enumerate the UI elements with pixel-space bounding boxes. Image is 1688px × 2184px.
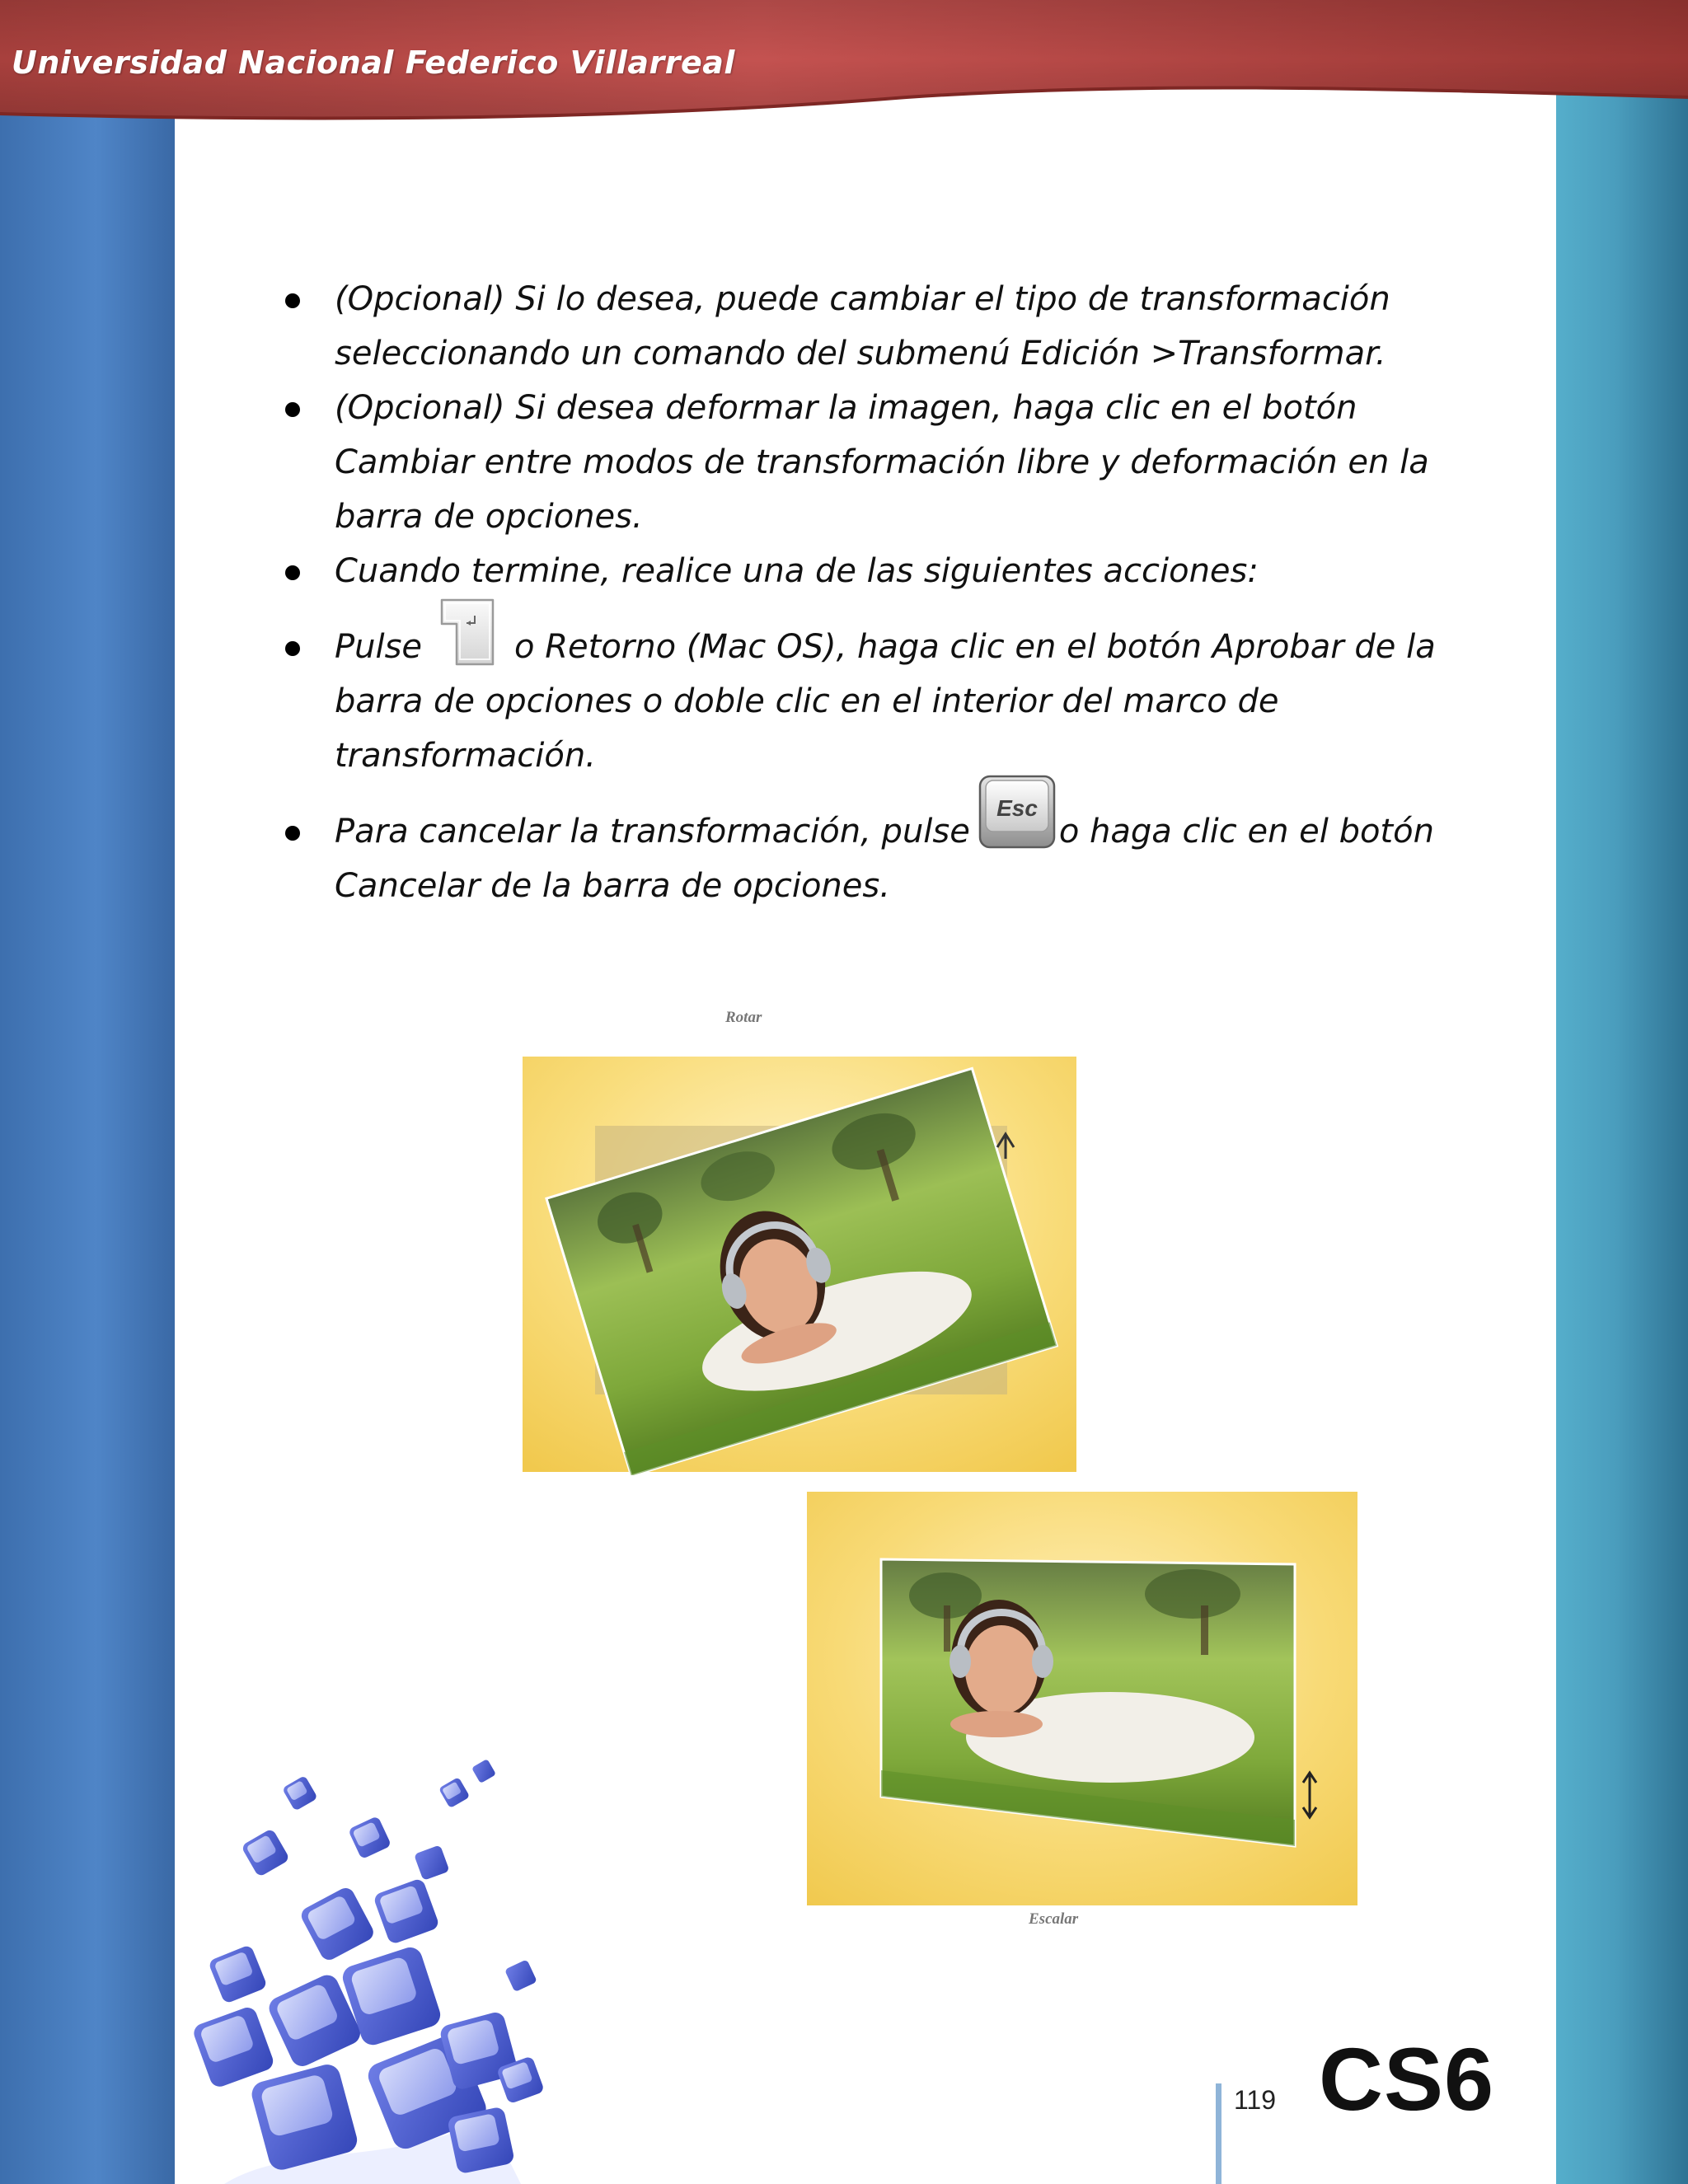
left-side-band: [0, 0, 175, 2184]
right-side-band: [1556, 0, 1688, 2184]
figure-caption-rotar: Rotar: [725, 1009, 762, 1026]
list-item: Cuando termine, realice una de las siguientes acciones:: [280, 544, 1451, 598]
page-number: 119: [1234, 2085, 1277, 2115]
list-item-text: o Retorno (Mac OS), haga clic en el botón Aprobar de la barra de opciones o doble clic en el interior del marco de transformación.: [335, 628, 1436, 775]
list-item-text: Para cancelar la transformación, pulse: [335, 813, 970, 851]
rotated-photo-figure: [519, 1055, 1080, 1475]
decorative-cubes-graphic: [175, 1755, 719, 2184]
footer-divider: [1216, 2083, 1221, 2184]
list-item-text: o haga clic en el botón Cancelar de la barra de opciones.: [335, 813, 1434, 905]
enter-key-icon: [438, 598, 496, 667]
scaled-photo-figure: [805, 1490, 1359, 1907]
esc-key-label: Esc: [996, 795, 1038, 821]
list-item: [280, 795, 1451, 913]
header-title: Universidad Nacional Federico Villarreal: [12, 45, 735, 81]
bullet-list: [280, 272, 1451, 913]
list-item-text: Pulse: [335, 628, 423, 666]
esc-key-icon: [978, 775, 1056, 849]
list-item: (Opcional) Si desea deformar la imagen, haga clic en el botón Cambiar entre modos de transformación libre y deformación en la barra de opciones.: [280, 381, 1451, 544]
cs6-badge: CS6: [1319, 2029, 1495, 2129]
list-item: [280, 620, 1451, 783]
figure-caption-escalar: Escalar: [1029, 1910, 1079, 1928]
list-item: (Opcional) Si lo desea, puede cambiar el tipo de transformación seleccionando un comando del submenú Edición >Transformar.: [280, 272, 1451, 381]
